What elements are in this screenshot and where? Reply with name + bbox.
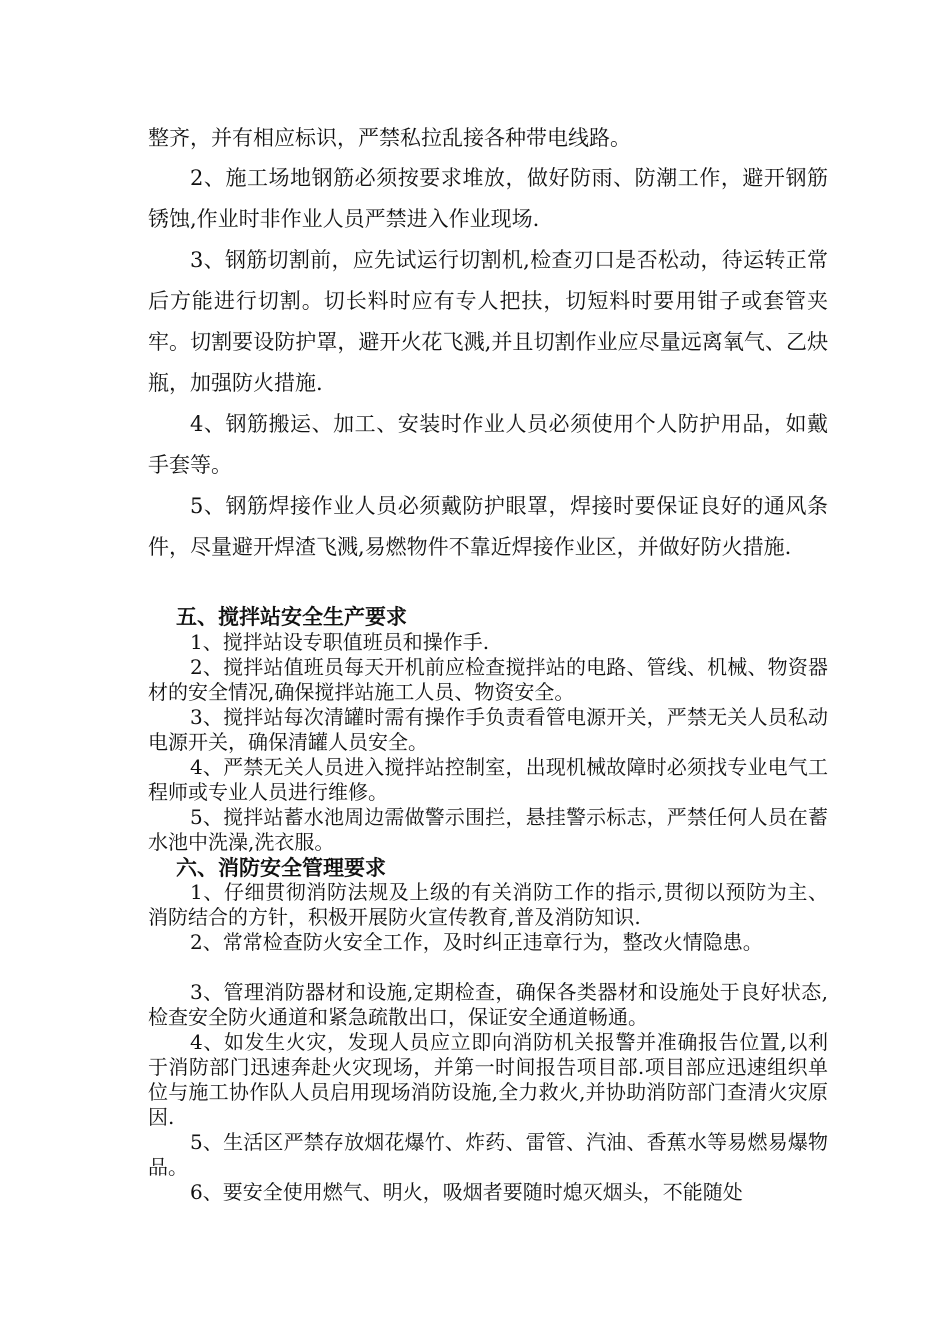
paragraph-fire-3: 3、管理消防器材和设施,定期检查，确保各类器材和设施处于良好状态,检查安全防火通道和紧急疏散出口，保证安全通道畅通。 [148,980,828,1029]
paragraph-rebar-storage: 2、施工场地钢筋必须按要求堆放，做好防雨、防潮工作，避开钢筋锈蚀,作业时非作业人员严禁进入作业现场. [148,166,828,231]
paragraph-continuation: 整齐，并有相应标识，严禁私拉乱接各种带电线路。 [148,126,631,150]
paragraph-rebar-handling: 4、钢筋搬运、加工、安装时作业人员必须使用个人防护用品，如戴手套等。 [148,412,828,477]
section-heading-fire-safety: 六、消防安全管理要求 [176,855,386,880]
paragraph-mixing-5: 5、搅拌站蓄水池周边需做警示围拦，悬挂警示标志，严禁任何人员在蓄水池中洗澡,洗衣服。 [148,805,828,854]
paragraph-rebar-cutting: 3、钢筋切割前，应先试运行切割机,检查刃口是否松动，待运转正常后方能进行切割。切长料时应有专人把扶，切短料时要用钳子或套管夹牢。切割要设防护罩，避开火花飞溅,并且切割作业应尽量远离氧气、乙炔瓶，加强防火措施. [148,248,828,395]
paragraph-mixing-4: 4、严禁无关人员进入搅拌站控制室，出现机械故障时必须找专业电气工程师或专业人员进行维修。 [148,755,828,804]
paragraph-fire-4: 4、如发生火灾，发现人员应立即向消防机关报警并准确报告位置,以利于消防部门迅速奔赴火灾现场，并第一时间报告项目部.项目部应迅速组织单位与施工协作队人员启用现场消防设施,全力救火,并协助消防部门查清火灾原因. [148,1030,828,1129]
paragraph-mixing-1: 1、搅拌站设专职值班员和操作手. [190,630,490,654]
paragraph-mixing-2: 2、搅拌站值班员每天开机前应检查搅拌站的电路、管线、机械、物资器材的安全情况,确保搅拌站施工人员、物资安全。 [148,655,828,704]
paragraph-fire-1: 1、仔细贯彻消防法规及上级的有关消防工作的指示,贯彻以预防为主、消防结合的方针，积极开展防火宣传教育,普及消防知识. [148,880,828,929]
paragraph-fire-5: 5、生活区严禁存放烟花爆竹、炸药、雷管、汽油、香蕉水等易燃易爆物品。 [148,1130,828,1179]
paragraph-fire-2: 2、常常检查防火安全工作，及时纠正违章行为，整改火情隐患。 [190,930,763,954]
section-heading-mixing-station: 五、搅拌站安全生产要求 [176,604,407,629]
paragraph-fire-6: 6、要安全使用燃气、明火，吸烟者要随时熄灭烟头，不能随处 [190,1180,743,1204]
paragraph-mixing-3: 3、搅拌站每次清罐时需有操作手负责看管电源开关，严禁无关人员私动电源开关，确保清罐人员安全。 [148,705,828,754]
paragraph-rebar-welding: 5、钢筋焊接作业人员必须戴防护眼罩，焊接时要保证良好的通风条件，尽量避开焊渣飞溅,易燃物件不靠近焊接作业区，并做好防火措施. [148,494,828,559]
